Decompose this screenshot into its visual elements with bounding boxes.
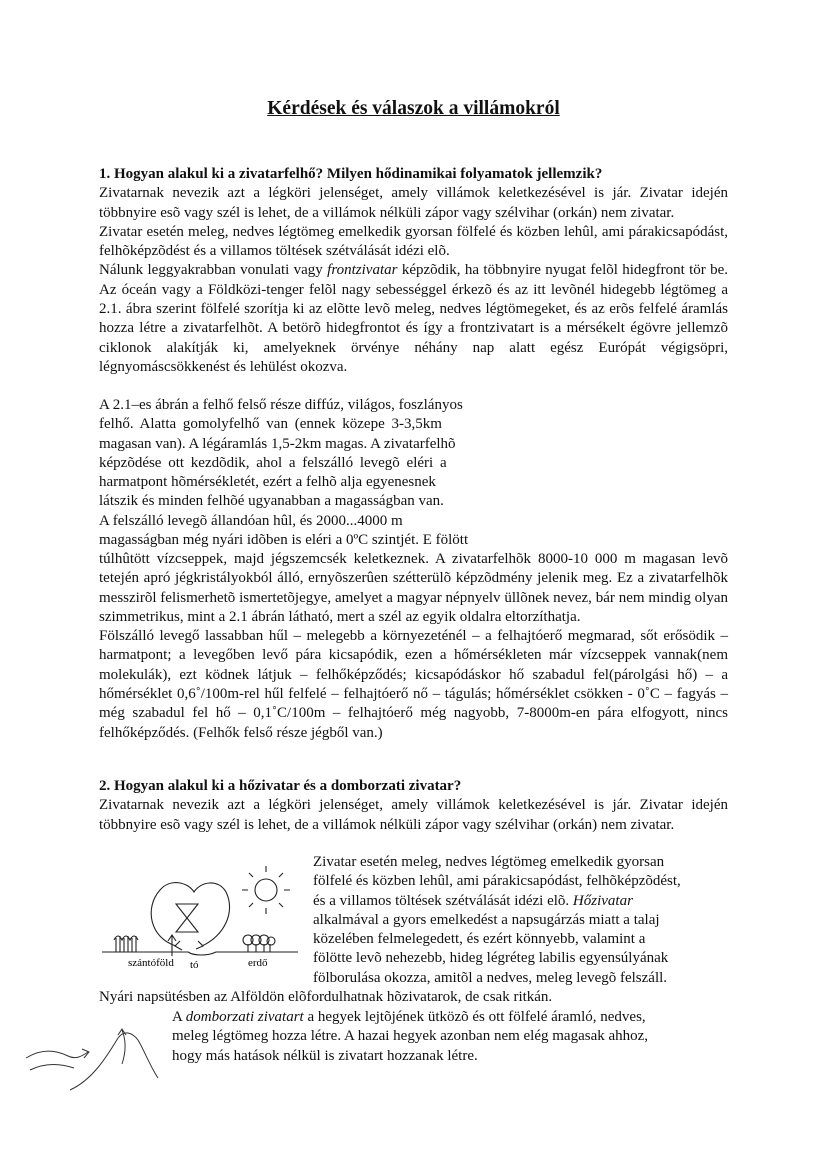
text-line: meleg légtömeg hozza létre. A hazai hegyek azonban nem elég magasak ahhoz, [172, 1028, 649, 1045]
wind-arrow [26, 1051, 88, 1058]
mountain-slope [70, 1033, 158, 1090]
hourglass-shape [176, 904, 198, 932]
text-line: fölfelé és közben lehûl, ami párakicsapódást, felhõképzõdést, [313, 873, 681, 890]
text-line: felhő. Alatta gomolyfelhő van (ennek közepe 3-3,5km [99, 416, 442, 433]
section-1-paragraph-1: Zivatarnak nevezik azt a légköri jelenséget, amely villámok keletkezésével is jár. Zivatar idején többnyire esõ vagy szél is lehet, de a villámok nélküli zápor vagy szélvihar (orkán) nem zivatar. [99, 185, 728, 221]
section-1-heading: 1. Hogyan alakul ki a zivatarfelhő? Milyen hődinamikai folyamatok jellemzik? [99, 166, 603, 182]
term-hozivatar: Hőzivatar [572, 892, 633, 909]
label-field: szántóföld [128, 957, 174, 969]
text-line: és a villamos töltések szétválását idézi elõ. Hőzivatar [313, 892, 633, 909]
forest-trees-icon [248, 944, 270, 952]
page-title: Kérdések és válaszok a villámokról [267, 98, 560, 119]
ground-line [102, 952, 298, 955]
section-2-wrapped-text [313, 853, 733, 988]
section-2-paragraph-1: Zivatarnak nevezik azt a légköri jelenséget, amely villámok keletkezésével is jár. Zivatar idején többnyire esõ vagy szél is lehet, de a villámok nélküli zápor vagy szélvihar (orkán) nem zivatar. [99, 797, 728, 833]
section-1-paragraph-3: Nálunk leggyakrabban vonulati vagy frontzivatar képzõdik, ha többnyire nyugat felõl hidegfront tör be. Az óceán vagy a Földközi-tenger felõl nagy sebességgel érkezõ és az itt levõnél hidegebb légtömeg a 2.1. ábra szerint fölfelé szorítja ki az elõtte levõ meleg, nedves légtömegeket, és az erõs felfelé áramlás hozza létre a zivatarfelhõt. A betörõ hidegfrontot és így a frontzivatart is a mérsékelt égövre jellemzõ ciklonok alakítják ki, amelyeknek örvénye néhány nap alatt egész Európát végigsöpri, légnyomáscsökkenést és lehülést okozva. [99, 262, 729, 375]
section-2-paragraph-3: Nyári napsütésben az Alföldön elõfordulhatnak hõzivatarok, de csak ritkán. [99, 989, 553, 1005]
section-1-narrow-text [99, 396, 519, 550]
section-1 [99, 165, 728, 377]
text-line: közelében felmelegedett, és ezért könnyebb, valamint a [313, 931, 646, 948]
text-line: Zivatar esetén meleg, nedves légtömeg emelkedik gyorsan [313, 854, 665, 870]
text-line: alkalmával a gyors emelkedést a napsugárzás miatt a talaj [313, 911, 660, 928]
section-1-paragraph-5: túlhûtött vízcseppek, majd jégszemcsék keletkeznek. A zivatarfelhõk 8000-10 000 m magasan levõ tetején apró jégkristályokból álló, ernyõszerûen szétterülõ képzõdmény jelenik meg. Ez a zivatarfelhõk messzirõl felismerhetõ ismertetõjegye, amelyet a magyar népnyelv üllõnek nevez, bár nem mindig olyan szimmetrikus, mint a 2.1 ábrán látható, mert a szél az egyik oldalra eltorzíthatja. [99, 551, 728, 625]
text-line: képzõdése ott kezdõdik, ahol a felszálló levegõ eléri a [99, 454, 447, 471]
term-domborzati-zivatar: domborzati zivatart [185, 1009, 304, 1025]
text-line: A felszálló levegõ állandóan hûl, és 2000...4000 m [99, 512, 403, 529]
arrow-head [196, 941, 203, 949]
text-line: A 2.1–es ábrán a felhő felső része diffúz, világos, foszlányos [99, 397, 463, 413]
section-2-heading: 2. Hogyan alakul ki a hőzivatar és a domborzati zivatar? [99, 778, 462, 794]
arrow-head [175, 941, 182, 950]
heat-storm-diagram [98, 860, 310, 972]
text-line: fölötte levõ nehezebb, hideg légréteg labilis egyensúlyának [313, 950, 669, 967]
term-frontzivatar: frontzivatar [327, 262, 398, 279]
text-line: magasságban még nyári idõben is eléri a 0ºC szintjét. E fölött [99, 532, 469, 549]
section-2-orographic-text [172, 1008, 732, 1066]
text-line: harmatpont hõmérsékletét, ezért a felhõ alja egyenesnek [99, 474, 436, 491]
wind-arrow [30, 1065, 74, 1071]
field-plants-icon [114, 936, 138, 952]
label-lake: tó [190, 959, 199, 971]
tree-crown [267, 937, 275, 945]
section-2 [99, 777, 728, 835]
label-forest: erdő [248, 957, 268, 969]
section-1-paragraph-2: Zivatar esetén meleg, nedves légtömeg emelkedik gyorsan fölfelé és közben lehûl, ami párakicsapódást, felhõképzõdést és a villamos töltések szétválását idézi elõ. [99, 223, 728, 260]
text-line: látszik és minden felhõé ugyanabban a magasságban van. [99, 493, 444, 510]
orographic-diagram [22, 1018, 162, 1092]
text-line: A domborzati zivatart a hegyek lejtõjének ütközõ és ott fölfelé áramló, nedves, [172, 1009, 646, 1025]
text-line: magasan van). A légáramlás 1,5-2km magas. A zivatarfelhõ [99, 435, 456, 452]
text-line: hogy más hatások nélkül is zivatart hozzanak létre. [172, 1047, 478, 1064]
section-1-continued [99, 550, 728, 743]
sun-icon [255, 879, 277, 901]
section-1-paragraph-6: Fölszálló levegő lassabban hűl – melegebb a környezeténél – a felhajtóerő megmarad, sőt erősödik – harmatpont; a levegőben levő pára kicsapódik, ezen a hőmérsékleten már vízcseppek vannak(nem molekulák), ezt ködnek látjuk – felhőképződés; kicsapódáskor hő szabadul fel(párolgási hő) – a hőmérséklet 0,6˚/100m-rel hűl felfelé – felhajtóerő nő – tágulás; hőmérséklet csökken - 0˚C – fagyás – még szabadul fel hő – 0,1˚C/100m – felhajtóerő még nagyobb, 7-8000m-en pára elfogyott, nincs felhőképződés. (Felhők felső része jégből van.) [99, 628, 728, 741]
text-line: fölborulása okozza, amitõl a nedves, meleg levegõ felszáll. [313, 969, 668, 986]
sun-rays [242, 866, 290, 914]
